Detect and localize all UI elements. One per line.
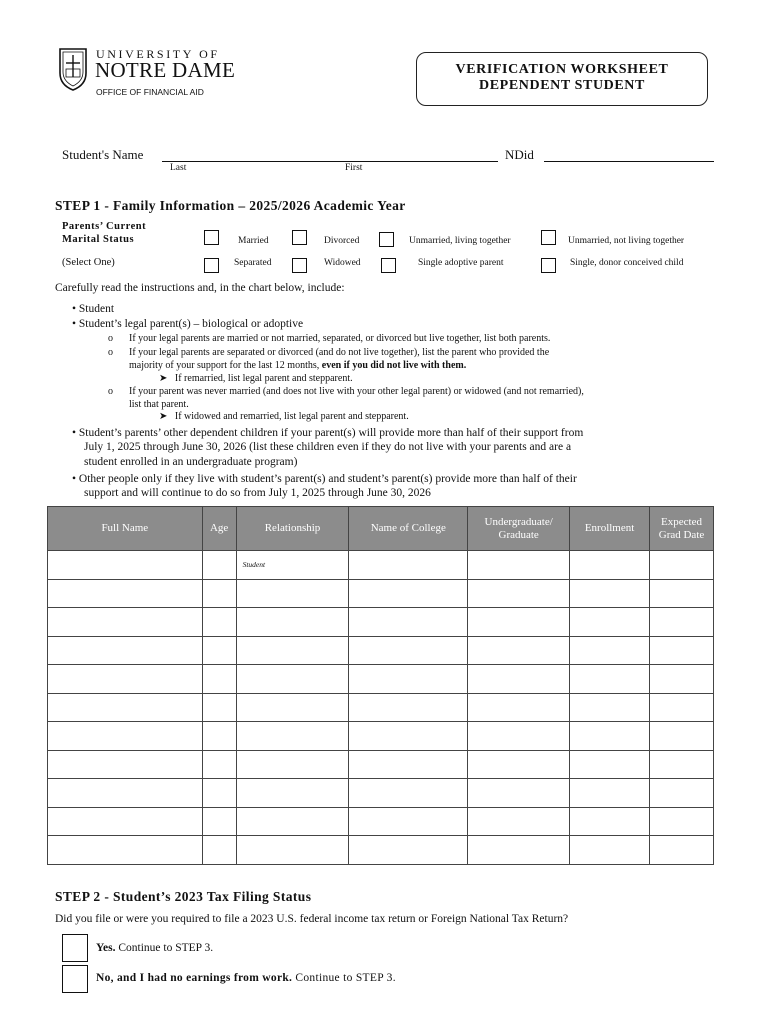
sub-bullet-marker: o xyxy=(108,386,113,397)
checkbox-single-adoptive[interactable] xyxy=(381,258,396,273)
table-cell[interactable] xyxy=(468,608,570,637)
checkbox-unmarried-not-together[interactable] xyxy=(541,230,556,245)
bullet-other-children: • Student’s parents’ other dependent children if your parent(s) will provide more than half of their support from xyxy=(72,427,584,439)
table-cell[interactable] xyxy=(650,579,714,608)
table-cell[interactable] xyxy=(48,807,203,836)
header-age: Age xyxy=(202,507,236,551)
table-cell[interactable] xyxy=(48,608,203,637)
table-cell[interactable] xyxy=(202,693,236,722)
table-cell[interactable] xyxy=(650,779,714,808)
table-cell[interactable] xyxy=(349,779,468,808)
marital-status-label: Parents’ Current Marital Status xyxy=(62,221,147,245)
office-of-financial-aid: OFFICE OF FINANCIAL AID xyxy=(96,87,204,97)
bullet-other-children-l2: July 1, 2025 through June 30, 2026 (list these children even if they do not live with your parents and are a xyxy=(84,441,572,453)
table-cell[interactable] xyxy=(468,807,570,836)
table-cell[interactable] xyxy=(650,750,714,779)
ndid-label: NDid xyxy=(505,147,534,162)
table-row xyxy=(48,608,714,637)
bullet-legal-parents: • Student’s legal parent(s) – biological or adoptive xyxy=(72,318,304,330)
table-cell[interactable] xyxy=(349,693,468,722)
table-row xyxy=(48,836,714,865)
table-cell[interactable] xyxy=(468,579,570,608)
table-cell[interactable] xyxy=(349,551,468,580)
arrow-remarried: ➤ If remarried, list legal parent and stepparent. xyxy=(159,373,353,384)
table-cell[interactable] xyxy=(202,636,236,665)
table-cell[interactable] xyxy=(48,836,203,865)
option-single-donor-label: Single, donor conceived child xyxy=(570,258,684,268)
last-name-caption: Last xyxy=(170,163,187,173)
table-row xyxy=(48,693,714,722)
student-name-field[interactable] xyxy=(162,148,498,162)
table-cell[interactable] xyxy=(570,608,650,637)
table-cell[interactable] xyxy=(468,665,570,694)
table-cell[interactable] xyxy=(650,608,714,637)
option-single-adoptive-label: Single adoptive parent xyxy=(418,258,504,268)
table-cell[interactable] xyxy=(236,750,349,779)
table-cell[interactable] xyxy=(48,551,203,580)
table-row xyxy=(48,750,714,779)
table-cell[interactable] xyxy=(468,722,570,751)
table-cell[interactable] xyxy=(349,807,468,836)
table-cell[interactable] xyxy=(202,722,236,751)
table-cell[interactable] xyxy=(349,636,468,665)
table-cell[interactable] xyxy=(468,779,570,808)
table-cell[interactable] xyxy=(202,836,236,865)
table-cell[interactable] xyxy=(236,779,349,808)
checkbox-yes[interactable] xyxy=(62,934,88,962)
option-divorced-label: Divorced xyxy=(324,236,360,246)
arrow-widowed-remarried: ➤ If widowed and remarried, list legal parent and stepparent. xyxy=(159,411,409,422)
table-cell[interactable] xyxy=(650,836,714,865)
sub-bullet-never-married-l1: If your parent was never married (and does not live with your other legal parent) or widowed (and not remarried), xyxy=(129,386,584,397)
table-cell[interactable] xyxy=(650,636,714,665)
checkbox-divorced[interactable] xyxy=(292,230,307,245)
table-cell[interactable] xyxy=(349,722,468,751)
table-cell[interactable] xyxy=(48,636,203,665)
table-cell[interactable] xyxy=(236,665,349,694)
worksheet-title-line2: DEPENDENT STUDENT xyxy=(479,78,645,93)
table-row xyxy=(48,807,714,836)
bullet-other-people: • Other people only if they live with student’s parent(s) and student’s parent(s) provide more than half of their xyxy=(72,473,577,485)
sub-bullet-marker: o xyxy=(108,347,113,358)
table-cell[interactable] xyxy=(650,807,714,836)
table-cell[interactable] xyxy=(236,608,349,637)
step1-title: STEP 1 - Family Information – 2025/2026 Academic Year xyxy=(55,198,406,213)
table-cell[interactable] xyxy=(48,665,203,694)
table-cell[interactable] xyxy=(570,693,650,722)
table-cell[interactable] xyxy=(48,579,203,608)
table-cell[interactable] xyxy=(202,750,236,779)
worksheet-title-line1: VERIFICATION WORKSHEET xyxy=(455,62,669,77)
household-table xyxy=(47,506,714,865)
checkbox-no-earnings[interactable] xyxy=(62,965,88,993)
table-cell[interactable] xyxy=(202,608,236,637)
checkbox-single-donor[interactable] xyxy=(541,258,556,273)
checkbox-widowed[interactable] xyxy=(292,258,307,273)
first-name-caption: First xyxy=(345,163,363,173)
table-cell[interactable] xyxy=(202,579,236,608)
checkbox-separated[interactable] xyxy=(204,258,219,273)
table-cell[interactable] xyxy=(48,750,203,779)
sub-bullet-marker: o xyxy=(108,333,113,344)
header-undergrad-grad: Undergraduate/ Graduate xyxy=(468,507,570,551)
table-cell[interactable] xyxy=(202,807,236,836)
table-cell[interactable] xyxy=(236,636,349,665)
table-header-row xyxy=(48,507,714,551)
sub-bullet-married: If your legal parents are married or not married, separated, or divorced but live together, list both parents. xyxy=(129,333,551,344)
table-cell[interactable] xyxy=(202,551,236,580)
step2-title: STEP 2 - Student’s 2023 Tax Filing Status xyxy=(55,889,312,904)
university-of-text: UNIVERSITY OF xyxy=(96,47,220,61)
sub-bullet-separated-l2: majority of your support for the last 12 months, even if you did not live with them. xyxy=(129,360,467,371)
arrow-icon: ➤ xyxy=(159,411,168,422)
arrow-icon: ➤ xyxy=(159,373,168,384)
table-cell[interactable] xyxy=(468,693,570,722)
table-cell[interactable] xyxy=(570,579,650,608)
table-cell[interactable] xyxy=(48,693,203,722)
sub-bullet-separated-l1: If your legal parents are separated or divorced (and do not live together), list the parent who provided the xyxy=(129,347,550,358)
header-name-of-college: Name of College xyxy=(349,507,468,551)
university-seal-icon xyxy=(58,47,88,91)
table-cell[interactable] xyxy=(236,579,349,608)
student-name-label: Student's Name xyxy=(62,147,144,162)
step2-question: Did you file or were you required to file a 2023 U.S. federal income tax return or Foreign National Tax Return? xyxy=(55,913,569,925)
table-cell[interactable] xyxy=(570,807,650,836)
instructions-intro: Carefully read the instructions and, in the chart below, include: xyxy=(55,282,345,294)
bullet-student: • Student xyxy=(72,303,115,315)
table-row xyxy=(48,579,714,608)
table-cell[interactable] xyxy=(650,693,714,722)
table-row xyxy=(48,551,714,580)
bullet-other-children-l3: student enrolled in an undergraduate program) xyxy=(84,456,298,468)
table-row xyxy=(48,636,714,665)
table-cell[interactable] xyxy=(468,551,570,580)
bullet-other-people-l2: support and will continue to do so from July 1, 2025 through June 30, 2026 xyxy=(84,487,431,499)
table-cell[interactable] xyxy=(650,551,714,580)
table-cell[interactable] xyxy=(236,693,349,722)
header-full-name: Full Name xyxy=(48,507,203,551)
table-cell[interactable] xyxy=(650,665,714,694)
ndid-field[interactable] xyxy=(544,148,714,162)
table-cell[interactable] xyxy=(468,836,570,865)
header-enrollment: Enrollment xyxy=(570,507,650,551)
header-relationship: Relationship xyxy=(236,507,349,551)
table-cell[interactable] xyxy=(349,836,468,865)
table-cell[interactable] xyxy=(349,579,468,608)
select-one-label: (Select One) xyxy=(62,257,115,268)
table-row xyxy=(48,779,714,808)
option-no-earnings-label: No, and I had no earnings from work. Continue to STEP 3. xyxy=(96,972,396,984)
worksheet-title-box xyxy=(416,52,708,106)
table-cell[interactable] xyxy=(202,779,236,808)
table-cell[interactable] xyxy=(349,750,468,779)
option-unmarried-not-together-label: Unmarried, not living together xyxy=(568,236,685,246)
checkbox-unmarried-together[interactable] xyxy=(379,232,394,247)
table-cell[interactable] xyxy=(236,722,349,751)
table-cell[interactable] xyxy=(48,722,203,751)
table-cell[interactable] xyxy=(570,551,650,580)
table-cell[interactable] xyxy=(650,722,714,751)
table-row xyxy=(48,665,714,694)
table-cell[interactable] xyxy=(570,750,650,779)
student-relationship-cell: Student xyxy=(236,551,349,580)
table-cell[interactable] xyxy=(570,636,650,665)
option-widowed-label: Widowed xyxy=(324,258,361,268)
table-cell[interactable] xyxy=(202,665,236,694)
table-cell[interactable] xyxy=(349,608,468,637)
notre-dame-logo xyxy=(58,47,238,103)
option-unmarried-together-label: Unmarried, living together xyxy=(409,236,511,246)
header-expected-grad-date: Expected Grad Date xyxy=(650,507,714,551)
table-cell[interactable] xyxy=(236,836,349,865)
sub-bullet-never-married-l2: list that parent. xyxy=(129,399,189,410)
table-cell[interactable] xyxy=(570,779,650,808)
table-cell[interactable] xyxy=(468,750,570,779)
option-yes-label: Yes. Continue to STEP 3. xyxy=(96,942,214,954)
notre-dame-text: NOTRE DAME xyxy=(95,58,236,82)
table-cell[interactable] xyxy=(468,636,570,665)
table-row xyxy=(48,722,714,751)
table-cell[interactable] xyxy=(236,807,349,836)
table-cell[interactable] xyxy=(48,779,203,808)
table-cell[interactable] xyxy=(570,836,650,865)
option-separated-label: Separated xyxy=(234,258,272,268)
checkbox-married[interactable] xyxy=(204,230,219,245)
option-married-label: Married xyxy=(238,236,269,246)
table-cell[interactable] xyxy=(349,665,468,694)
table-cell[interactable] xyxy=(570,665,650,694)
table-cell[interactable] xyxy=(570,722,650,751)
